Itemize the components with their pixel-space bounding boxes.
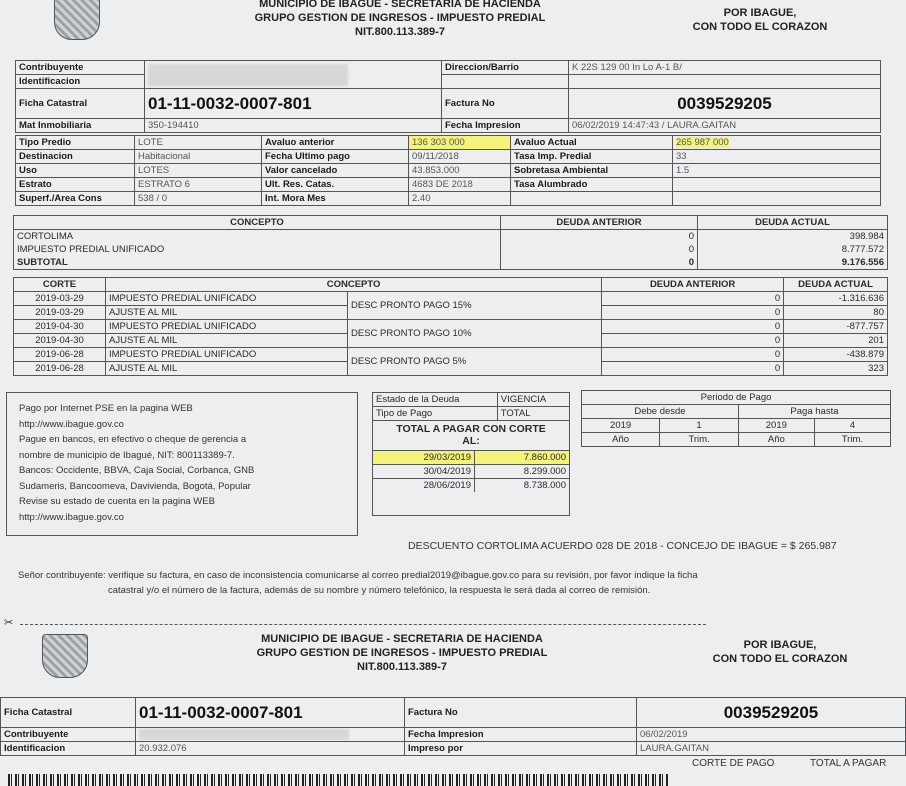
mat-inmobiliaria-value: 350-194410 <box>145 119 442 133</box>
valor-cancelado-label: Valor cancelado <box>262 164 409 178</box>
row-concepto: AJUSTE AL MIL <box>106 306 348 320</box>
stub-header-block <box>212 632 592 674</box>
stub-slogan-line1: POR IBAGUE, <box>743 639 817 651</box>
payinfo-line: Pague en bancos, en efectivo o cheque de gerencia a <box>19 434 247 445</box>
stub-factura-value: 0039529205 <box>637 698 906 728</box>
superf-value: 538 / 0 <box>135 192 262 206</box>
stub-impreso-label: Impreso por <box>405 742 637 756</box>
table-row <box>373 451 569 465</box>
row-anterior: 0 <box>602 306 784 320</box>
concepto-summary-table <box>13 215 888 270</box>
row-concepto: IMPUESTO PREDIAL UNIFICADO <box>106 348 348 362</box>
table-row <box>14 320 888 334</box>
barcode <box>8 774 668 786</box>
row-actual: -877.757 <box>784 320 888 334</box>
estrato-value: ESTRATO 6 <box>135 178 262 192</box>
ult-res-value: 4683 DE 2018 <box>409 178 511 192</box>
uso-value: LOTES <box>135 164 262 178</box>
taxpayer-info-table <box>15 60 881 133</box>
stub-header-line2: GRUPO GESTION DE INGRESOS - IMPUESTO PREDIAL <box>256 647 548 659</box>
row-anterior: 0 <box>602 292 784 306</box>
trim-label: Trim. <box>660 433 739 447</box>
tipo-predio-label: Tipo Predio <box>16 136 135 150</box>
tasa-alumbrado-label: Tasa Alumbrado <box>511 178 673 192</box>
header-line2: GRUPO GESTION DE INGRESOS - IMPUESTO PREDIAL <box>254 12 546 24</box>
valor-cancelado-value: 43.853.000 <box>409 164 511 178</box>
stub-corte-label: CORTE DE PAGO <box>692 758 775 769</box>
factura-label: Factura No <box>442 89 569 119</box>
row-desc: DESC PRONTO PAGO 10% <box>348 320 602 348</box>
superf-label: Superf./Area Cons <box>16 192 135 206</box>
contribuyente-value-redacted <box>145 61 442 89</box>
stub-contribuyente-label: Contribuyente <box>1 728 136 742</box>
row-concepto: AJUSTE AL MIL <box>106 362 348 376</box>
estado-deuda-value: VIGENCIA <box>497 393 569 407</box>
stub-ficha-label: Ficha Catastral <box>1 698 136 728</box>
concepto2-header-deuda-anterior: DEUDA ANTERIOR <box>602 278 784 292</box>
table-row <box>373 465 569 479</box>
scissors-icon: ✂ <box>4 617 14 629</box>
concepto2-header-concepto: CONCEPTO <box>106 278 602 292</box>
trim-label: Trim. <box>814 433 890 447</box>
tasa-imp-value: 33 <box>673 150 881 164</box>
total-label-al: AL: <box>462 435 480 447</box>
payinfo-line: Bancos: Occidente, BBVA, Caja Social, Corbanca, GNB <box>19 465 255 476</box>
concepto1-row-actual: 8.777.572 <box>698 243 888 256</box>
concepto1-header-deuda-actual: DEUDA ACTUAL <box>698 216 888 230</box>
contribuyente-label: Contribuyente <box>16 61 145 75</box>
int-mora-value: 2.40 <box>409 192 511 206</box>
tasa-imp-label: Tasa Imp. Predial <box>511 150 673 164</box>
stub-contribuyente-value-redacted <box>136 728 405 742</box>
row-concepto: IMPUESTO PREDIAL UNIFICADO <box>106 320 348 334</box>
hasta-anio: 2019 <box>738 419 814 433</box>
mat-inmobiliaria-label: Mat Inmobiliaria <box>16 119 145 133</box>
row-anterior: 0 <box>602 320 784 334</box>
desde-anio: 2019 <box>582 419 660 433</box>
stub-ident-label: Identificacion <box>1 742 136 756</box>
row-anterior: 0 <box>602 334 784 348</box>
row-date: 2019-06-28 <box>14 362 106 376</box>
slogan <box>670 6 850 34</box>
concepto1-subtotal-label: SUBTOTAL <box>14 256 501 270</box>
desde-trim: 1 <box>660 419 739 433</box>
tipo-pago-value: TOTAL <box>497 407 569 421</box>
concepto1-row-anterior: 0 <box>501 243 698 256</box>
corte-date: 28/06/2019 <box>373 479 475 493</box>
stub-slogan-line2: CON TODO EL CORAZON <box>712 653 848 665</box>
corte-date: 30/04/2019 <box>373 465 475 479</box>
descuento-cortolima: DESCUENTO CORTOLIMA ACUERDO 028 DE 2018 - CONCEJO DE IBAGUE = $ 265.987 <box>408 540 837 552</box>
row-date: 2019-04-30 <box>14 334 106 348</box>
notice-line2: catastral y/o el número de la factura, además de su nombre y número telefónico, la respuesta le será dada al correo de remisión. <box>108 585 651 596</box>
table-row <box>14 348 888 362</box>
anio-label: Año <box>738 433 814 447</box>
concepto-detail-table <box>13 277 888 376</box>
ficha-catastral-value: 01-11-0032-0007-801 <box>145 89 442 119</box>
total-box <box>372 392 570 516</box>
row-actual: -438.879 <box>784 348 888 362</box>
corte-date: 29/03/2019 <box>373 451 475 465</box>
periodo-title: Periodo de Pago <box>582 391 891 405</box>
ficha-catastral-label: Ficha Catastral <box>16 89 145 119</box>
table-row <box>14 292 888 306</box>
estado-deuda-label: Estado de la Deuda <box>373 393 497 407</box>
concepto1-row-concepto: IMPUESTO PREDIAL UNIFICADO <box>14 243 501 256</box>
row-date: 2019-06-28 <box>14 348 106 362</box>
row-anterior: 0 <box>602 348 784 362</box>
notice-line1: Señor contribuyente: verifique su factura, en caso de inconsistencia comunicarse al correo predial2019@ibague.gov.co para su revisión, por favor indique la ficha <box>18 570 698 581</box>
row-actual: -1.316.636 <box>784 292 888 306</box>
row-concepto: AJUSTE AL MIL <box>106 334 348 348</box>
concepto1-row-actual: 398.984 <box>698 230 888 244</box>
concepto1-row-concepto: CORTOLIMA <box>14 230 501 244</box>
payinfo-link[interactable]: http://www.ibague.gov.co <box>19 511 124 523</box>
row-date: 2019-03-29 <box>14 306 106 320</box>
property-grid-table <box>15 135 881 206</box>
cut-line <box>20 624 706 625</box>
row-concepto: IMPUESTO PREDIAL UNIFICADO <box>106 292 348 306</box>
header-block <box>210 0 590 39</box>
tipo-predio-value: LOTE <box>135 136 262 150</box>
payment-info-box <box>6 392 358 536</box>
stub-header-line3: NIT.800.113.389-7 <box>357 661 447 673</box>
municipal-shield-logo <box>42 634 88 678</box>
concepto1-subtotal-anterior: 0 <box>501 256 698 270</box>
fecha-impresion-value: 06/02/2019 14:47:43 / LAURA.GAITAN <box>569 119 881 133</box>
stub-ficha-value: 01-11-0032-0007-801 <box>136 698 405 728</box>
concepto1-subtotal-actual: 9.176.556 <box>698 256 888 270</box>
stub-table <box>0 697 906 756</box>
concepto1-header-deuda-anterior: DEUDA ANTERIOR <box>501 216 698 230</box>
stub-slogan <box>690 638 870 666</box>
stub-fecha-label: Fecha Impresion <box>405 728 637 742</box>
avaluo-anterior-label: Avaluo anterior <box>262 136 409 150</box>
slogan-line1: POR IBAGUE, <box>723 7 797 19</box>
hasta-trim: 4 <box>814 419 890 433</box>
concepto2-header-corte: CORTE <box>14 278 106 292</box>
paga-hasta-label: Paga hasta <box>738 405 890 419</box>
direccion-label: Direccion/Barrio <box>442 61 569 75</box>
status-table <box>373 393 569 421</box>
estrato-label: Estrato <box>16 178 135 192</box>
sobretasa-value: 1.5 <box>673 164 881 178</box>
tipo-pago-label: Tipo de Pago <box>373 407 497 421</box>
municipal-shield-logo <box>54 0 100 40</box>
avaluo-anterior-value: 136 303 000 <box>409 136 511 150</box>
row-desc: DESC PRONTO PAGO 15% <box>348 292 602 320</box>
payinfo-line: Sudameris, Bancoomeva, Davivienda, Bogotá, Popular <box>19 480 251 492</box>
debe-desde-label: Debe desde <box>582 405 739 419</box>
anio-label: Año <box>582 433 660 447</box>
stub-total-label: TOTAL A PAGAR <box>810 758 887 769</box>
avaluo-actual-label: Avaluo Actual <box>511 136 673 150</box>
slogan-line2: CON TODO EL CORAZON <box>692 21 828 33</box>
sobretasa-label: Sobretasa Ambiental <box>511 164 673 178</box>
row-anterior: 0 <box>602 362 784 376</box>
corte-amount: 7.860.000 <box>475 451 570 465</box>
fecha-ultimo-pago-value: 09/11/2018 <box>409 150 511 164</box>
header-line1: MUNICIPIO DE IBAGUE - SECRETARIA DE HACIENDA <box>259 0 541 10</box>
avaluo-actual-cell <box>673 136 881 150</box>
periodo-pago-table <box>581 390 891 447</box>
row-desc: DESC PRONTO PAGO 5% <box>348 348 602 376</box>
stub-impreso-value: LAURA.GAITAN <box>637 742 906 756</box>
identificacion-label: Identificacion <box>16 75 145 89</box>
concepto1-row-anterior: 0 <box>501 230 698 244</box>
stub-header-line1: MUNICIPIO DE IBAGUE - SECRETARIA DE HACIENDA <box>261 633 543 645</box>
total-label: TOTAL A PAGAR CON CORTE <box>396 423 546 435</box>
payinfo-link[interactable]: http://www.ibague.gov.co <box>19 418 124 430</box>
table-row <box>373 479 569 493</box>
fecha-ultimo-pago-label: Fecha Ultimo pago <box>262 150 409 164</box>
uso-label: Uso <box>16 164 135 178</box>
factura-value: 0039529205 <box>569 89 881 119</box>
ult-res-label: Ult. Res. Catas. <box>262 178 409 192</box>
row-date: 2019-04-30 <box>14 320 106 334</box>
row-actual: 201 <box>784 334 888 348</box>
stub-fecha-value: 06/02/2019 <box>637 728 906 742</box>
stub-ident-value: 20.932.076 <box>136 742 405 756</box>
payinfo-line: nombre de municipio de Ibagué, NIT: 800113389-7. <box>19 449 235 461</box>
fecha-impresion-label: Fecha Impresion <box>442 119 569 133</box>
corte-amount: 8.738.000 <box>475 479 570 493</box>
payinfo-line: Pago por Internet PSE en la pagina WEB <box>19 403 193 414</box>
int-mora-label: Int. Mora Mes <box>262 192 409 206</box>
payinfo-line: Revise su estado de cuenta en la pagina WEB <box>19 496 215 507</box>
total-amounts-table <box>373 450 569 492</box>
concepto1-header-concepto: CONCEPTO <box>14 216 501 230</box>
direccion-value: K 22S 129 00 In Lo A-1 B/ <box>569 61 881 75</box>
concepto2-header-deuda-actual: DEUDA ACTUAL <box>784 278 888 292</box>
row-actual: 323 <box>784 362 888 376</box>
destinacion-value: Habitacional <box>135 150 262 164</box>
corte-amount: 8.299.000 <box>475 465 570 479</box>
header-line3: NIT.800.113.389-7 <box>355 26 445 38</box>
row-date: 2019-03-29 <box>14 292 106 306</box>
row-actual: 80 <box>784 306 888 320</box>
avaluo-actual-value: 265 987 000 <box>676 137 729 148</box>
destinacion-label: Destinacion <box>16 150 135 164</box>
stub-factura-label: Factura No <box>405 698 637 728</box>
